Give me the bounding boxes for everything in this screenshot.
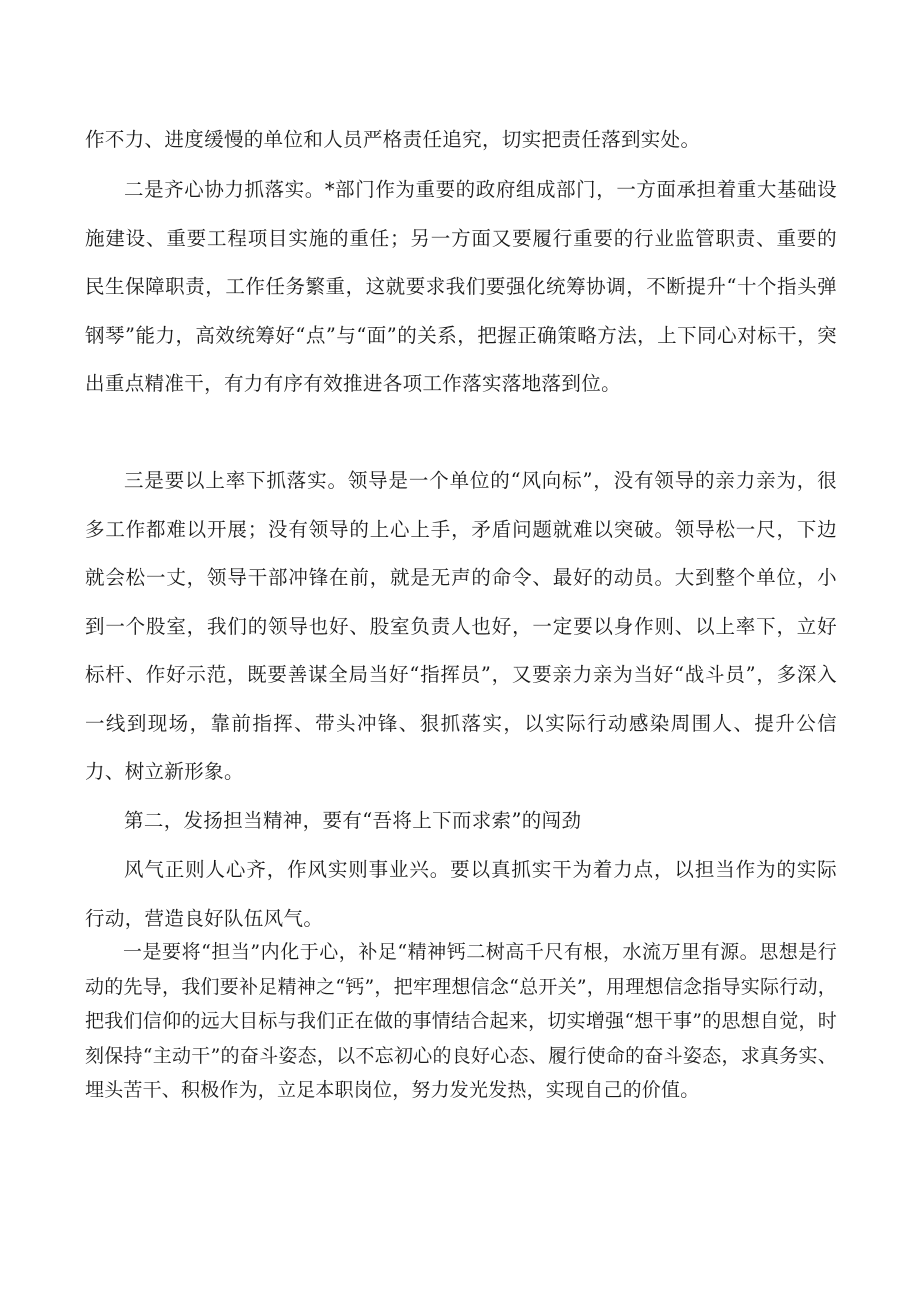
section-heading-second: 第二，发扬担当精神，要有“吾将上下而求索”的闯劲 bbox=[124, 809, 582, 832]
paragraph-point-two: 二是齐心协力抓落实。*部门作为重要的政府组成部门，一方面承担着重大基础设施建设、重要工程项目实施的重任；另一方面又要履行重要的行业监管职责、重要的民生保障职责，工作任务繁重，这就要求我们要强化统筹协调，不断提升“十个指头弹钢琴”能力，高效统筹好“点”与“面”的关系，把握正确策略方法，上下同心对标干，突出重点精准干，有力有序有效推进各项工作落实落地落到位。 bbox=[85, 178, 837, 395]
paragraph-point-one: 一是要将“担当”内化于心，补足“精神钙二树高千尺有根，水流万里有源。思想是行动的先导，我们要补足精神之“钙”，把牢理想信念“总开关”，用理想信念指导实际行动，把我们信仰的远大目标与我们正在做的事情结合起来，切实增强“想干事”的思想自觉，时刻保持“主动干”的奋斗姿态，以不忘初心的良好心态、履行使命的奋斗姿态，求真务实、埋头苦干、积极作为，立足本职岗位，努力发光发热，实现自己的价值。 bbox=[85, 941, 837, 1101]
paragraph-continuation: 作不力、进度缓慢的单位和人员严格责任追究，切实把责任落到实处。 bbox=[85, 128, 701, 151]
paragraph-point-three: 三是要以上率下抓落实。领导是一个单位的“风向标”，没有领导的亲力亲为，很多工作都难以开展；没有领导的上心上手，矛盾问题就难以突破。领导松一尺，下边就会松一丈，领导干部冲锋在前，就是无声的命令、最好的动员。大到整个单位，小到一个股室，我们的领导也好、股室负责人也好，一定要以身作则、以上率下，立好标杆、作好示范，既要善谋全局当好“指挥员”，又要亲力亲为当好“战斗员”，多深入一线到现场，靠前指挥、带头冲锋、狠抓落实，以实际行动感染周围人、提升公信力、树立新形象。 bbox=[85, 469, 837, 783]
paragraph-section-intro: 风气正则人心齐，作风实则事业兴。要以真抓实干为着力点，以担当作为的实际行动，营造良好队伍风气。 bbox=[85, 858, 837, 930]
